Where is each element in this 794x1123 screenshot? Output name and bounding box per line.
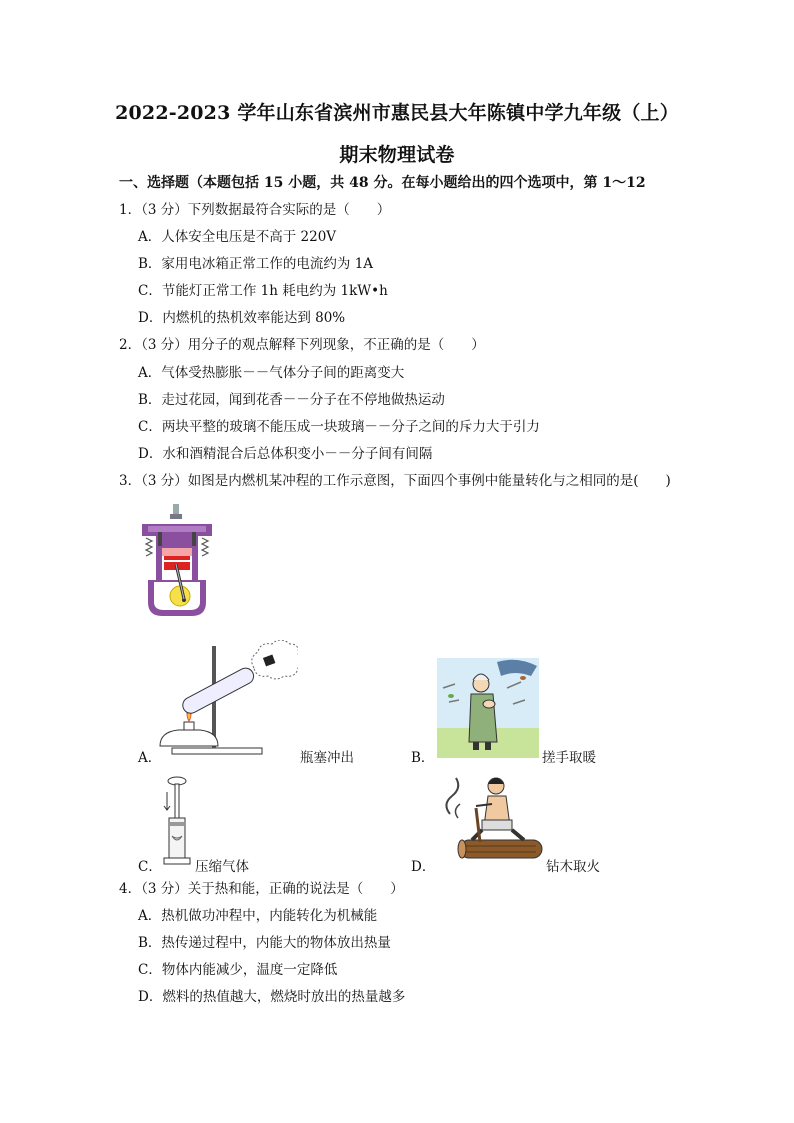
question-4-option-a: A．热机做功冲程中，内能转化为机械能 [138, 908, 378, 924]
question-3-option-b-caption: 搓手取暖 [542, 750, 596, 766]
question-3-stem: 3．（3 分）如图是内燃机某冲程的工作示意图，下面四个事例中能量转化与之相同的是( ) [119, 473, 671, 489]
question-3-option-d-caption: 钻木取火 [546, 859, 600, 875]
stopper-popping-figure [158, 640, 298, 760]
question-4-option-d: D．燃料的热值越大，燃烧时放出的热量越多 [138, 989, 406, 1005]
question-1-stem: 1．（3 分）下列数据最符合实际的是（ ） [119, 202, 391, 218]
question-3-option-c-caption: 压缩气体 [195, 859, 249, 875]
rubbing-hands-figure [437, 658, 539, 758]
question-3-option-a-letter: A． [138, 750, 162, 766]
question-2-stem: 2．（3 分）用分子的观点解释下列现象，不正确的是（ ） [119, 337, 485, 353]
question-1-option-c: C．节能灯正常工作 1h 耗电约为 1kW•h [138, 283, 388, 299]
question-3-option-d-letter: D． [411, 859, 436, 875]
question-3-option-b-letter: B． [411, 750, 435, 766]
question-4-stem: 4．（3 分）关于热和能，正确的说法是（ ） [119, 881, 404, 897]
exam-title-line1: 2022-2023 学年山东省滨州市惠民县大年陈镇中学九年级（上） [115, 102, 679, 124]
question-2-option-c: C．两块平整的玻璃不能压成一块玻璃－－分子之间的斥力大于引力 [138, 419, 540, 435]
question-1-option-a: A．人体安全电压是不高于 220V [138, 229, 337, 245]
question-2-option-d: D．水和酒精混合后总体积变小－－分子间有间隔 [138, 446, 433, 462]
question-2-option-a: A．气体受热膨胀－－气体分子间的距离变大 [138, 365, 405, 381]
question-3-option-c-letter: C． [138, 859, 162, 875]
question-4-option-b: B．热传递过程中，内能大的物体放出热量 [138, 935, 391, 951]
question-1-option-b: B．家用电冰箱正常工作的电流约为 1A [138, 256, 374, 272]
compress-gas-figure [160, 776, 194, 868]
question-1-option-d: D．内燃机的热机效率能达到 80% [138, 310, 346, 326]
question-2-option-b: B．走过花园，闻到花香－－分子在不停地做热运动 [138, 392, 445, 408]
exam-title-line2: 期末物理试卷 [339, 144, 455, 166]
question-4-option-c: C．物体内能减少，温度一定降低 [138, 962, 338, 978]
wood-drilling-figure [436, 774, 546, 868]
section-heading: 一、选择题（本题包括 15 小题，共 48 分。在每小题给出的四个选项中，第 1～12 [119, 175, 646, 191]
engine-stroke-diagram [138, 502, 216, 620]
question-3-option-a-caption: 瓶塞冲出 [300, 750, 354, 766]
